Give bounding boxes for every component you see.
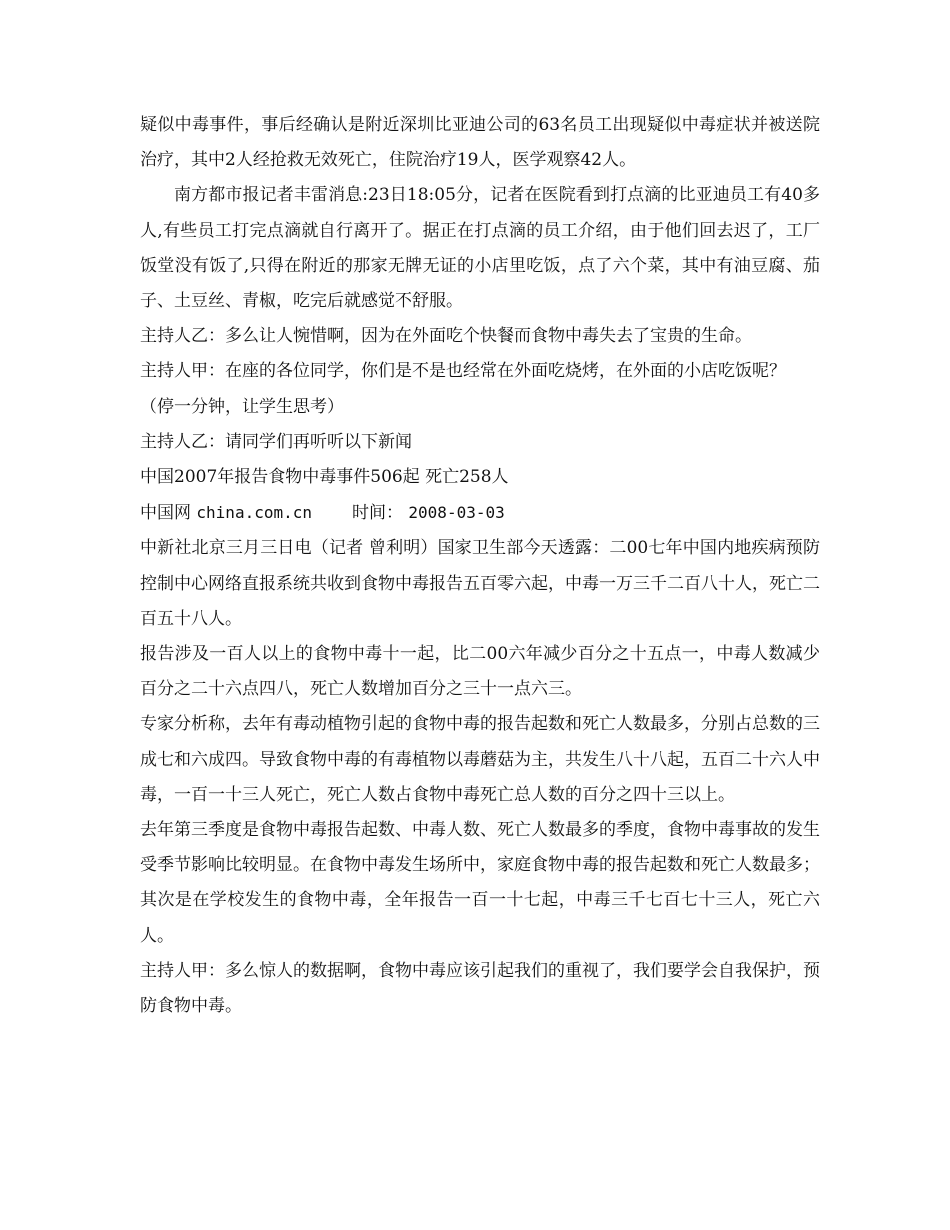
paragraph-reporter-news: 南方都市报记者丰雷消息:23日18:05分，记者在医院看到打点滴的比亚迪员工有40多人,有些员工打完点滴就自行离开了。据正在打点滴的员工介绍，由于他们回去迟了，工厂饭堂没有饭了,只得在附近的那家无牌无证的小店里吃饭，点了六个菜，其中有油豆腐、茄子、土豆丝、青椒，吃完后就感觉不舒服。 [140,185,820,312]
paragraph-host-a-question: 主持人甲：在座的各位同学，你们是不是也经常在外面吃烧烤，在外面的小店吃饭呢？ [140,361,786,382]
news-headline: 中国2007年报告食物中毒事件506起 死亡258人 [140,467,509,488]
news-paragraph-seasonal: 去年第三季度是食物中毒报告起数、中毒人数、死亡人数最多的季度，食物中毒事故的发生受季节影响比较明显。在食物中毒发生场所中，家庭食物中毒的报告起数和死亡人数最多；其次是在学校发生的食物中毒，全年报告一百一十七起，中毒三千七百七十三人，死亡六人。 [140,820,820,946]
news-source-line [140,495,820,531]
paragraph-host-a-conclusion: 主持人甲：多么惊人的数据啊，食物中毒应该引起我们的重视了，我们要学会自我保护，预防食物中毒。 [140,960,820,1017]
paragraph-host-b-remark: 主持人乙：多么让人惋惜啊，因为在外面吃个快餐而食物中毒失去了宝贵的生命。 [140,326,752,347]
document-body [140,108,820,1024]
source-site: 中国网 [140,503,191,524]
source-time-label: 时间： [352,503,403,524]
source-date: 2008-03-03 [408,503,505,523]
source-domain: china.com.cn [196,503,312,523]
paragraph-host-b-intro: 主持人乙：请同学们再听听以下新闻 [140,431,412,452]
news-paragraph-large-incidents: 报告涉及一百人以上的食物中毒十一起，比二00六年减少百分之十五点一，中毒人数减少百分之二十六点四八，死亡人数增加百分之三十一点六三。 [140,644,820,700]
paragraph-poisoning-confirmation: 疑似中毒事件，事后经确认是附近深圳比亚迪公司的63名员工出现疑似中毒症状并被送院治疗，其中2人经抢救无效死亡，住院治疗19人，医学观察42人。 [140,115,820,171]
news-paragraph-expert-analysis: 专家分析称，去年有毒动植物引起的食物中毒的报告起数和死亡人数最多，分别占总数的三成七和六成四。导致食物中毒的有毒植物以毒蘑菇为主，共发生八十八起，五百二十六人中毒，一百一十三人死亡，死亡人数占食物中毒死亡总人数的百分之四十三以上。 [140,714,820,805]
paragraph-pause-note: （停一分钟，让学生思考） [140,396,344,417]
news-paragraph-dateline: 中新社北京三月三日电（记者 曾利明）国家卫生部今天透露：二00七年中国内地疾病预防控制中心网络直报系统共收到食物中毒报告五百零六起，中毒一万三千二百八十人，死亡二百五十八人。 [140,538,820,629]
